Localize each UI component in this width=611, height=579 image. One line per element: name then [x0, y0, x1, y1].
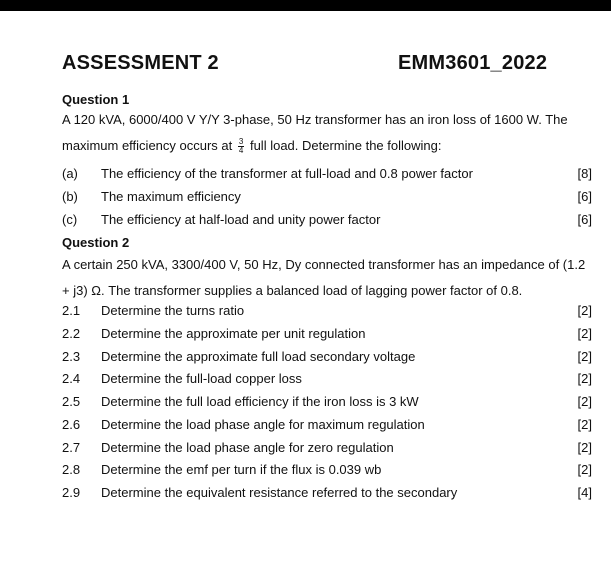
question-2-title: Question 2 [62, 235, 130, 250]
question-1-item-c [62, 212, 592, 230]
item-marks: [6] [577, 189, 592, 204]
item-number: (a) [62, 166, 78, 181]
question-2-item-2-9 [62, 485, 592, 503]
item-text: The efficiency at half-load and unity power factor [101, 212, 381, 227]
item-marks: [2] [577, 303, 592, 318]
item-marks: [2] [577, 349, 592, 364]
item-number: 2.3 [62, 349, 81, 364]
question-2-line-2: + j3) Ω. The transformer supplies a balanced load of lagging power factor of 0.8. [62, 283, 523, 298]
item-text: The maximum efficiency [101, 189, 241, 204]
item-text: Determine the turns ratio [101, 303, 245, 318]
item-marks: [6] [577, 212, 592, 227]
item-number: 2.8 [62, 462, 81, 477]
item-marks: [8] [577, 166, 592, 181]
top-black-bar [0, 0, 611, 11]
course-code: EMM3601_2022 [398, 52, 548, 74]
question-2-item-2-6 [62, 417, 592, 435]
item-text: Determine the load phase angle for zero regulation [101, 440, 394, 455]
item-number: (c) [62, 212, 78, 227]
question-2-item-2-7 [62, 440, 592, 458]
item-text: Determine the approximate full load secondary voltage [101, 349, 416, 364]
item-marks: [2] [577, 394, 592, 409]
item-text: Determine the emf per turn if the flux is 0.039 wb [101, 462, 382, 477]
fraction-denominator: 4 [238, 146, 244, 156]
question-2-statement [62, 252, 600, 304]
question-1-title: Question 1 [62, 92, 130, 107]
fraction-numerator: 3 [238, 137, 244, 147]
question-2-item-2-1 [62, 303, 592, 321]
question-2-item-2-2 [62, 326, 592, 344]
question-1-item-a [62, 166, 592, 184]
question-1-line-1: A 120 kVA, 6000/400 V Y/Y 3-phase, 50 Hz transformer has an iron loss of 1600 W. The [62, 112, 568, 127]
question-2-item-2-4 [62, 371, 592, 389]
item-marks: [2] [577, 462, 592, 477]
item-number: (b) [62, 189, 78, 204]
item-marks: [2] [577, 417, 592, 432]
question-1-line-2-start: maximum efficiency occurs at [62, 138, 233, 153]
question-2-item-2-8 [62, 462, 592, 480]
question-2-line-1: A certain 250 kVA, 3300/400 V, 50 Hz, Dy connected transformer has an impedance of (1.2 [62, 257, 586, 272]
item-number: 2.1 [62, 303, 81, 318]
document-header [62, 52, 562, 78]
question-1-line-2-end: full load. Determine the following: [249, 138, 442, 153]
item-number: 2.7 [62, 440, 81, 455]
item-text: The efficiency of the transformer at full-load and 0.8 power factor [101, 166, 473, 181]
item-text: Determine the full-load copper loss [101, 371, 302, 386]
item-number: 2.2 [62, 326, 81, 341]
item-number: 2.9 [62, 485, 81, 500]
question-2-item-2-3 [62, 349, 592, 367]
three-quarters-fraction [238, 138, 244, 155]
item-text: Determine the approximate per unit regulation [101, 326, 366, 341]
assessment-title: ASSESSMENT 2 [62, 52, 219, 74]
item-number: 2.6 [62, 417, 81, 432]
item-text: Determine the equivalent resistance referred to the secondary [101, 485, 458, 500]
question-1-item-b [62, 189, 592, 207]
item-text: Determine the full load efficiency if the iron loss is 3 kW [101, 394, 419, 409]
item-number: 2.4 [62, 371, 81, 386]
question-1-statement [62, 107, 600, 159]
item-marks: [2] [577, 371, 592, 386]
item-marks: [2] [577, 440, 592, 455]
item-marks: [2] [577, 326, 592, 341]
item-number: 2.5 [62, 394, 81, 409]
item-text: Determine the load phase angle for maximum regulation [101, 417, 425, 432]
question-2-item-2-5 [62, 394, 592, 412]
item-marks: [4] [577, 485, 592, 500]
